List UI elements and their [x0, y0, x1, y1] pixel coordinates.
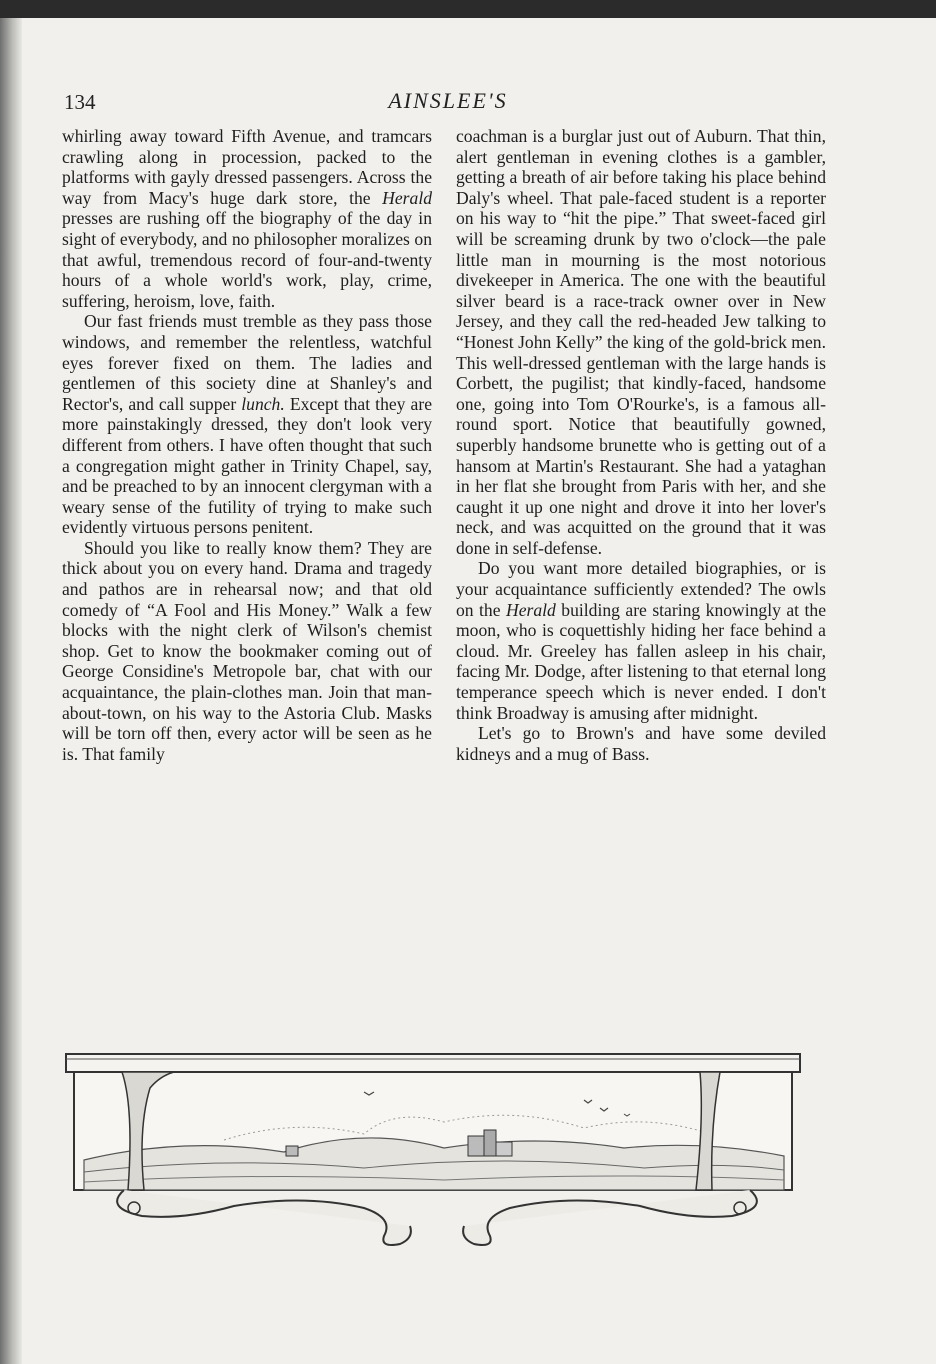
right-column [456, 126, 826, 764]
paragraph [62, 311, 432, 538]
paragraph: Let's go to Brown's and have some deviled kidneys and a mug of Bass. [456, 723, 826, 764]
paragraph-text: whirling away toward Fifth Avenue, and tramcars crawling along in procession, packed to the platforms with gayly dressed passengers. Across the way from Macy's huge dark store, the [62, 126, 432, 208]
page-number: 134 [64, 90, 96, 114]
paragraph-text: building are staring knowingly at the moon, who is coquettishly hiding her face behind a cloud. Mr. Greeley has fallen asleep in his chair, facing Mr. Dodge, after listening to that eternal long temperance speech which is never ended. I don't think Broadway is amusing after midnight. [456, 599, 827, 723]
paragraph: coachman is a burglar just out of Auburn. That thin, alert gentleman in evening clothes is a gambler, getting a breath of air before taking his place behind Daly's wheel. That pale-faced student is a reporter on his way to “hit the pipe.” That sweet-faced girl will be screaming drunk by two o'clock—the pale little man in mourning is the most notorious divekeeper in America. The one with the beautiful silver beard is a race-track owner over in New Jersey, and they call the red-headed Jew talking to “Honest John Kelly” the king of the gold-brick men. This well-dressed gentleman with the large hands is Corbett, the pugilist; that kindly-faced, handsome one, going into Tom O'Rourke's, is a famous all-round sport. Notice that beautifully gowned, superbly handsome brunette who is getting out of a hansom at Martin's Restaurant. She had a yataghan in her flat she brought from Paris with her, and she caught it up one night and drove it into her lover's neck, and was acquitted on the ground that it was done in self-defense. [456, 126, 826, 558]
paragraph-text: presses are rushing off the biography of the day in sight of everybody, and no philosopher moralizes on that awful, tremendous record of four-and-twenty hours of a whole world's work, play, crime, suffering, heroism, love, faith. [62, 208, 432, 311]
left-column [62, 126, 432, 764]
italic-text: Herald [382, 187, 432, 208]
italic-text: Herald [506, 599, 556, 620]
italic-text: lunch. [241, 393, 285, 414]
paragraph [62, 126, 432, 311]
running-head: AINSLEE'S [388, 88, 508, 113]
paragraph: Should you like to really know them? They are thick about you on every hand. Drama and tragedy and pathos are in rehearsal now; and that old comedy of “A Fool and His Money.” Walk a few blocks with the night clerk of Wilson's chemist shop. Get to know the bookmaker coming out of George Considine's Metropole bar, chat with our acquaintance, the plain-clothes man. Join that man-about-town, on his way to the Astoria Club. Masks will be torn off then, every actor will be seen as he is. That family [62, 537, 432, 764]
book-spine-shadow [0, 18, 22, 1364]
page-header [60, 84, 836, 118]
landscape-tailpiece-illustration [64, 1048, 804, 1258]
paragraph-text: Do you want more detailed biographies, or is your acquaintance sufficiently extended? The owls on the [456, 558, 826, 620]
magazine-page [0, 18, 936, 1364]
paragraph-text: Our fast friends must tremble as they pass those windows, and remember the relentless, watchful eyes forever fixed on them. The ladies and gentlemen of this society dine at Shanley's and Rector's, and call supper [62, 311, 432, 414]
paragraph-text: Except that they are more painstakingly dressed, they don't look very different from others. I have often thought that such a congregation might gather in Trinity Chapel, say, and be preached to by an innocent clergyman with a weary sense of the futility of trying to make such evidently virtuous persons penitent. [62, 393, 433, 538]
paragraph [456, 558, 826, 723]
